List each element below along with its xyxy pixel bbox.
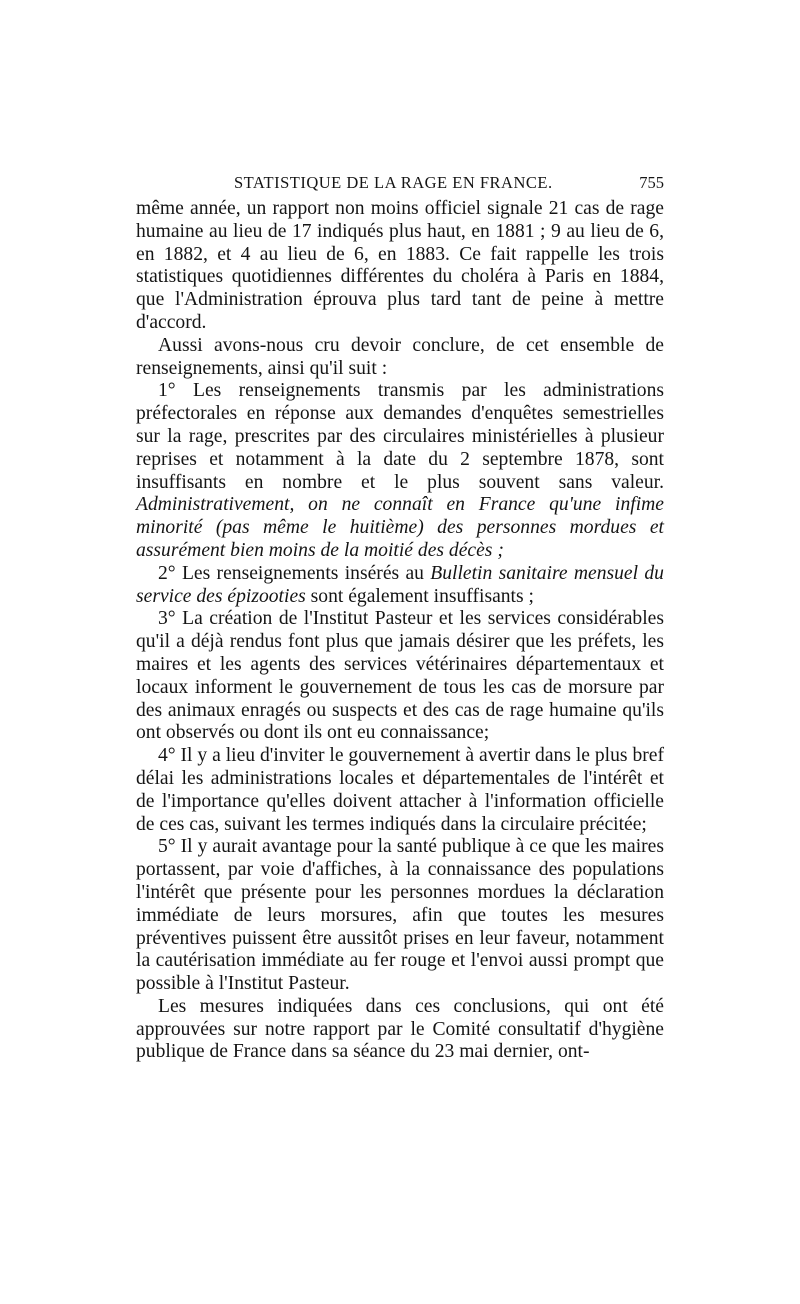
- conclusion-item-5: 5° Il y aurait avantage pour la santé publique à ce que les maires portassent, par voie d'affiches, à la connaissance des populations l'intérêt que présente pour les personnes mordues la déclaration immédiate de leurs morsures, afin que toutes les mesures préventives puissent être aussitôt prises en leur faveur, notamment la cautérisation immédiate au fer rouge et l'envoi aussi prompt que possible à l'Institut Pasteur.: [136, 836, 664, 995]
- conclusion-item-4: 4° Il y a lieu d'inviter le gouvernement à avertir dans le plus bref délai les administrations locales et départementales de l'intérêt et de l'importance qu'elles doivent attacher à l'information officielle de ces cas, suivant les termes indiqués dans la circulaire précitée;: [136, 745, 664, 835]
- conclusion-item-1: [136, 380, 664, 562]
- running-header: [136, 168, 664, 194]
- running-title: STATISTIQUE DE LA RAGE EN FRANCE.: [234, 173, 553, 192]
- intro-paragraph: même année, un rapport non moins officiel signale 21 cas de rage humaine au lieu de 17 indiqués plus haut, en 1881 ; 9 au lieu de 6, en 1882, et 4 au lieu de 6, en 1883. Ce fait rappelle les trois statistiques quotidiennes différentes du choléra à Paris en 1884, que l'Administration éprouva plus tard tant de peine à mettre d'accord.: [136, 198, 664, 333]
- conclusion-item-3: 3° La création de l'Institut Pasteur et les services considérables qu'il a déjà rendus font plus que jamais désirer que les préfets, les maires et les agents des services vétérinaires départementaux et locaux informent le gouvernement de tous les cas de morsure par des animaux enragés ou suspects et des cas de rage humaine qu'ils ont observés ou dont ils ont eu connaissance;: [136, 608, 664, 744]
- item-2-suffix: sont également insuffisants ;: [310, 585, 534, 607]
- page-number: 755: [639, 173, 664, 192]
- lead-paragraph: Aussi avons-nous cru devoir conclure, de cet ensemble de renseignements, ainsi qu'il suit :: [136, 334, 664, 379]
- page: [136, 168, 664, 1064]
- item-1-text: 1° Les renseignements transmis par les administrations préfectorales en réponse aux demandes d'enquêtes semestrielles sur la rage, prescrites par des circulaires ministérielles à plusieur reprises et notamment à la date du 2 septembre 1878, sont insuffisants en nombre et le plus souvent sans valeur.: [136, 380, 664, 493]
- closing-paragraph: Les mesures indiquées dans ces conclusions, qui ont été approuvées sur notre rapport par le Comité consultatif d'hygiène publique de France dans sa séance du 23 mai dernier, ont-: [136, 995, 664, 1063]
- conclusion-item-2: [136, 563, 664, 609]
- item-1-italic: Administrativement, on ne connaît en France qu'une infime minorité (pas même le huitième) des personnes mordues et assurément bien moins de la moitié des décès ;: [136, 494, 664, 561]
- item-2-italic: Bulletin sanitaire mensuel du service des épizooties: [136, 562, 664, 607]
- item-2-prefix: 2° Les renseignements insérés au: [158, 562, 424, 584]
